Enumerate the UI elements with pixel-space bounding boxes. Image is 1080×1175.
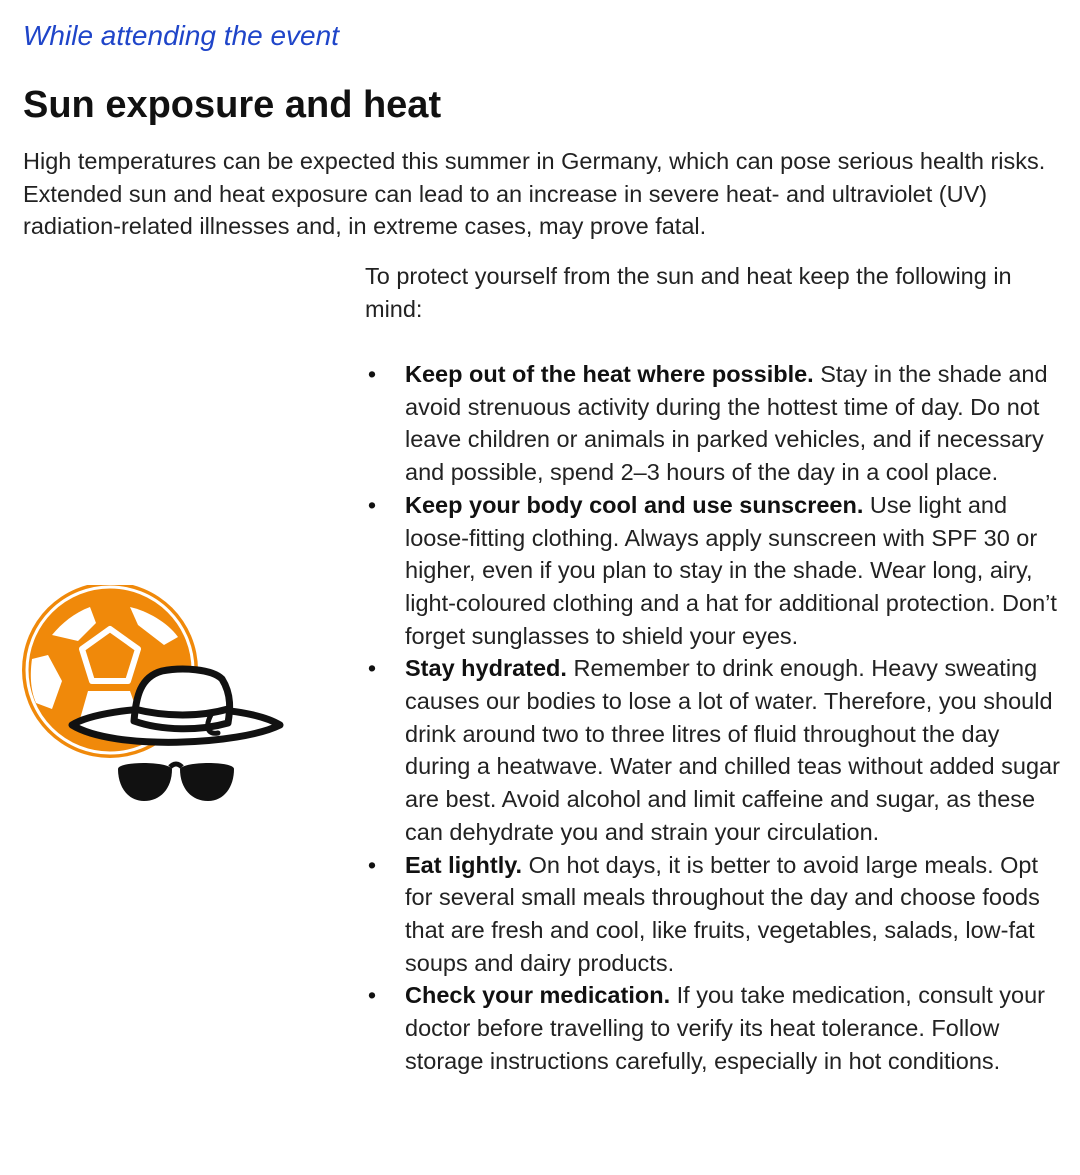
tip-text: Remember to drink enough. Heavy sweating causes our bodies to lose a lot of water. Therefore, you should drink around two to three litres of fluid throughout the day during a heatwave. Water and chilled teas without added sugar are best. Avoid alcohol and limit caffeine and sugar, as these can dehydrate you and strain your circulation. [405, 655, 1060, 845]
bullet: • [367, 655, 377, 682]
bullet: • [367, 491, 377, 518]
tips-list [365, 358, 1060, 1077]
bullet: • [367, 851, 377, 878]
page-title: Sun exposure and heat [23, 84, 442, 126]
list-item [365, 652, 1060, 848]
section-label: While attending the event [23, 20, 339, 51]
bullet: • [367, 982, 377, 1009]
list-item [365, 358, 1060, 489]
tip-title: Check your medication. [405, 982, 671, 1009]
list-item [365, 489, 1060, 653]
tip-title: Stay hydrated. [405, 655, 567, 682]
tip-title: Eat lightly. [405, 851, 523, 878]
tip-text: If you take medication, consult your doctor before travelling to verify its heat tolerance. Follow storage instructions carefully, especially in hot conditions. [405, 982, 1045, 1074]
list-item [365, 979, 1060, 1077]
intro-paragraph: High temperatures can be expected this summer in Germany, which can pose serious health risks. Extended sun and heat exposure can lead to an increase in severe heat- and ultraviolet (UV) radiation-related illnesses and, in extreme cases, may prove fatal. [23, 148, 1046, 240]
bullet: • [367, 361, 377, 387]
tip-title: Keep your body cool and use sunscreen. [405, 491, 864, 518]
tip-text: Stay in the shade and avoid strenuous activity during the hottest time of day. Do not leave children or animals in parked vehicles, and if necessary and possible, spend 2–3 hours of the day in a cool place. [405, 361, 1048, 486]
list-item [365, 849, 1060, 980]
sunglasses-icon [118, 763, 234, 801]
tip-text: Use light and loose-fitting clothing. Always apply sunscreen with SPF 30 or higher, even if you plan to stay in the shade. Wear long, airy, light-coloured clothing and a hat for additional protection. Don’t forget sunglasses to shield your eyes. [405, 491, 1057, 649]
tip-text: On hot days, it is better to avoid large meals. Opt for several small meals throughout the day and choose foods that are fresh and cool, like fruits, vegetables, salads, low-fat soups and dairy products. [405, 851, 1040, 976]
tips-lead-in: To protect yourself from the sun and heat keep the following in mind: [365, 263, 1012, 322]
sun-protection-illustration [22, 585, 287, 805]
tip-title: Keep out of the heat where possible. [405, 361, 814, 387]
